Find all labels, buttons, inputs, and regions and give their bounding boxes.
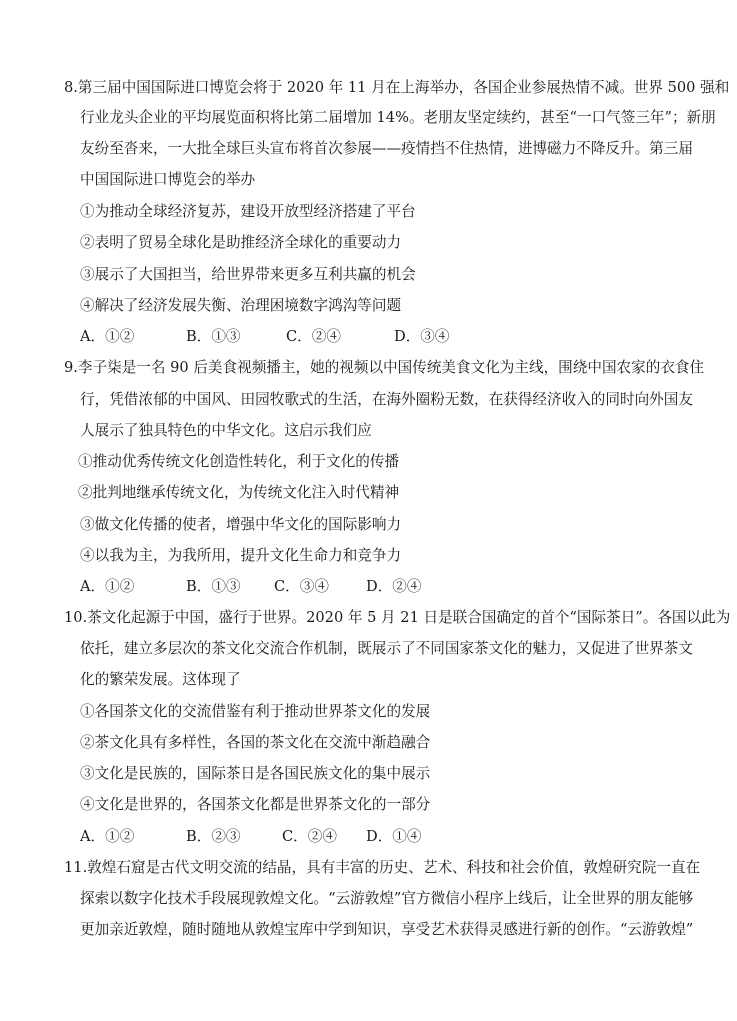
q10-option-3: ③文化是民族的，国际茶日是各国民族文化的集中展示 bbox=[80, 765, 431, 782]
q10-choice-d: D．①④ bbox=[366, 828, 422, 845]
q10-option-4: ④文化是世界的，各国茶文化都是世界茶文化的一部分 bbox=[80, 796, 431, 813]
q10-option-1: ①各国茶文化的交流借鉴有利于推动世界茶文化的发展 bbox=[80, 703, 431, 720]
q8-stem-line-1: 8.第三届中国国际进口博览会将于 2020 年 11 月在上海举办，各国企业参展热情不减。世界 500 强和 bbox=[64, 79, 730, 96]
q10-stem-line-1: 10.茶文化起源于中国，盛行于世界。2020 年 5 月 21 日是联合国确定的首个“国际茶日”。各国以此为 bbox=[64, 609, 731, 626]
q9-stem-line-1: 9.李子柒是一名 90 后美食视频播主，她的视频以中国传统美食文化为主线，围绕中国农家的衣食住 bbox=[64, 359, 705, 376]
q8-stem-line-4: 中国国际进口博览会的举办 bbox=[80, 171, 256, 188]
q8-option-4: ④解决了经济发展失衡、治理困境数字鸿沟等问题 bbox=[80, 297, 402, 314]
q11-stem-line-1: 11.敦煌石窟是古代文明交流的结晶，具有丰富的历史、艺术、科技和社会价值，敦煌研究院一直在 bbox=[64, 859, 701, 876]
q10-choice-b: B．②③ bbox=[186, 828, 241, 845]
q8-choice-b: B．①③ bbox=[186, 328, 241, 345]
q9-option-4: ④以我为主，为我所用，提升文化生命力和竞争力 bbox=[80, 547, 402, 564]
q9-option-2: ②批判地继承传统文化，为传统文化注入时代精神 bbox=[78, 484, 400, 501]
q9-option-3: ③做文化传播的使者，增强中华文化的国际影响力 bbox=[80, 516, 402, 533]
q8-choice-c: C．②④ bbox=[286, 328, 341, 345]
q9-choice-d: D．②④ bbox=[366, 578, 422, 595]
q8-choice-a: A．①② bbox=[80, 328, 135, 345]
q8-stem-line-2: 行业龙头企业的平均展览面积将比第二届增加 14%。老朋友坚定续约，甚至“一口气签三年”；新朋 bbox=[80, 109, 716, 126]
q8-option-3: ③展示了大国担当，给世界带来更多互利共赢的机会 bbox=[80, 266, 416, 283]
q9-choice-b: B．①③ bbox=[186, 578, 241, 595]
q10-choice-a: A．①② bbox=[80, 828, 135, 845]
q10-stem-line-3: 化的繁荣发展。这体现了 bbox=[80, 671, 241, 688]
q9-option-1: ①推动优秀传统文化创造性转化，利于文化的传播 bbox=[78, 453, 400, 470]
q10-stem-line-2: 依托，建立多层次的茶文化交流合作机制，既展示了不同国家茶文化的魅力，又促进了世界茶文 bbox=[80, 640, 693, 657]
q10-option-2: ②茶文化具有多样性，各国的茶文化在交流中渐趋融合 bbox=[80, 734, 431, 751]
q9-stem-line-2: 行，凭借浓郁的中国风、田园牧歌式的生活，在海外圈粉无数，在获得经济收入的同时向外国友 bbox=[80, 391, 693, 408]
q9-stem-line-3: 人展示了独具特色的中华文化。这启示我们应 bbox=[80, 422, 372, 439]
q8-choice-d: D．③④ bbox=[394, 328, 450, 345]
q8-stem-line-3: 友纷至沓来，一大批全球巨头宣布将首次参展——疫情挡不住热情，进博磁力不降反升。第三届 bbox=[80, 140, 693, 157]
q9-choice-c: C．③④ bbox=[274, 578, 329, 595]
q9-choice-a: A．①② bbox=[80, 578, 135, 595]
q11-stem-line-2: 探索以数字化技术手段展现敦煌文化。“云游敦煌”官方微信小程序上线后，让全世界的朋友能够 bbox=[80, 890, 694, 907]
q11-stem-line-3: 更加亲近敦煌，随时随地从敦煌宝库中学到知识，享受艺术获得灵感进行新的创作。“云游敦煌” bbox=[80, 921, 694, 938]
q8-option-1: ①为推动全球经济复苏，建设开放型经济搭建了平台 bbox=[80, 203, 416, 220]
q10-choice-c: C．②④ bbox=[282, 828, 337, 845]
q8-option-2: ②表明了贸易全球化是助推经济全球化的重要动力 bbox=[80, 234, 402, 251]
